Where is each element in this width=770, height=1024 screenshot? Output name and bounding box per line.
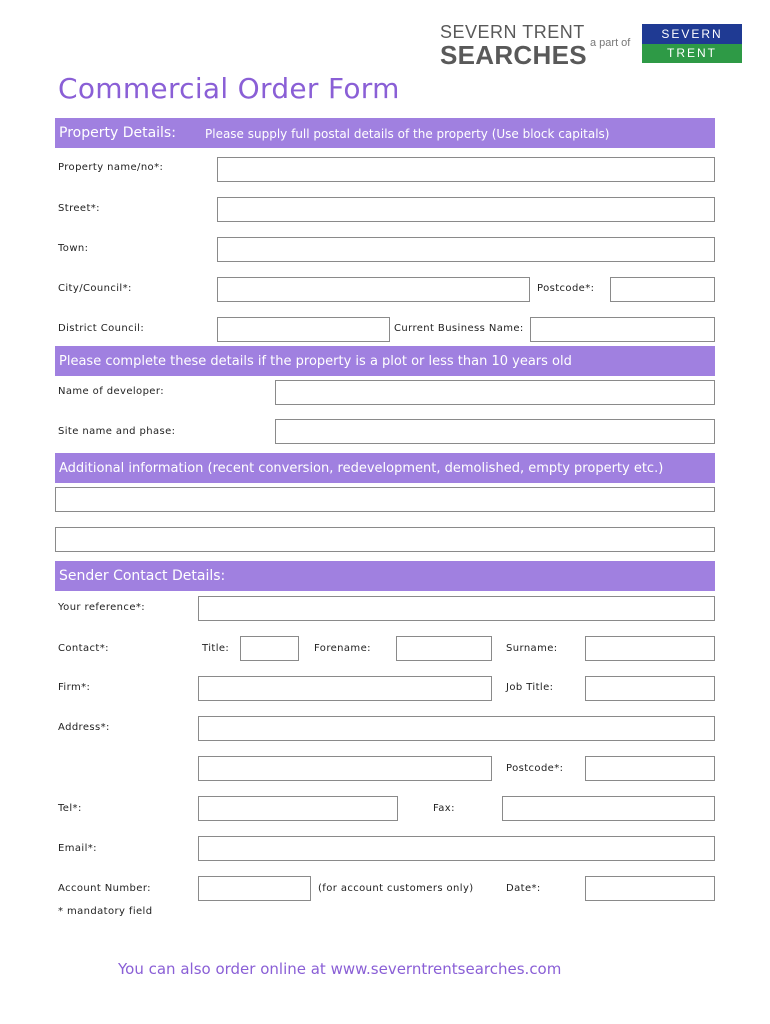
property-postcode-label: Postcode*:: [537, 283, 595, 294]
surname-label: Surname:: [506, 643, 558, 654]
a-part-of-text: a part of: [590, 37, 631, 49]
mandatory-note: * mandatory field: [58, 906, 153, 917]
sender-postcode-label: Postcode*:: [506, 763, 564, 774]
site-name-label: Site name and phase:: [58, 426, 176, 437]
fax-label: Fax:: [433, 803, 455, 814]
property-name-field[interactable]: [217, 157, 715, 182]
address-label: Address*:: [58, 722, 110, 733]
email-label: Email*:: [58, 843, 97, 854]
address-field-1[interactable]: [198, 716, 715, 741]
reference-field[interactable]: [198, 596, 715, 621]
title-field[interactable]: [240, 636, 299, 661]
business-name-label: Current Business Name:: [394, 323, 524, 334]
sender-details-band: [55, 561, 715, 591]
job-title-label: Job Title:: [506, 682, 554, 693]
surname-field[interactable]: [585, 636, 715, 661]
property-postcode-field[interactable]: [610, 277, 715, 302]
tel-label: Tel*:: [58, 803, 82, 814]
site-name-field[interactable]: [275, 419, 715, 444]
account-number-field[interactable]: [198, 876, 311, 901]
firm-field[interactable]: [198, 676, 492, 701]
brand-name-line1: SEVERN TRENT: [440, 22, 585, 42]
email-field[interactable]: [198, 836, 715, 861]
additional-info-field-1[interactable]: [55, 487, 715, 512]
additional-info-heading: Additional information (recent conversion, redevelopment, demolished, empty property etc.): [59, 461, 664, 476]
fax-field[interactable]: [502, 796, 715, 821]
developer-label: Name of developer:: [58, 386, 164, 397]
brand-name-line2: SEARCHES: [440, 40, 587, 70]
developer-field[interactable]: [275, 380, 715, 405]
date-field[interactable]: [585, 876, 715, 901]
contact-label: Contact*:: [58, 643, 109, 654]
date-label: Date*:: [506, 883, 541, 894]
sender-postcode-field[interactable]: [585, 756, 715, 781]
town-field[interactable]: [217, 237, 715, 262]
street-label: Street*:: [58, 203, 100, 214]
parent-logo-top: SEVERN: [642, 24, 742, 44]
business-name-field[interactable]: [530, 317, 715, 342]
plot-details-heading: Please complete these details if the property is a plot or less than 10 years old: [59, 354, 572, 369]
town-label: Town:: [58, 243, 89, 254]
plot-details-band: [55, 346, 715, 376]
online-order-link[interactable]: You can also order online at www.severntrentsearches.com: [118, 960, 562, 978]
city-label: City/Council*:: [58, 283, 132, 294]
firm-label: Firm*:: [58, 682, 91, 693]
district-council-field[interactable]: [217, 317, 390, 342]
property-details-subheading: Please supply full postal details of the property (Use block capitals): [205, 127, 610, 141]
forename-label: Forename:: [314, 643, 371, 654]
account-number-label: Account Number:: [58, 883, 151, 894]
page-title: Commercial Order Form: [58, 72, 400, 105]
sender-details-heading: Sender Contact Details:: [59, 568, 226, 584]
account-note: (for account customers only): [318, 883, 474, 894]
forename-field[interactable]: [396, 636, 492, 661]
title-label: Title:: [202, 643, 230, 654]
tel-field[interactable]: [198, 796, 398, 821]
property-name-label: Property name/no*:: [58, 162, 164, 173]
city-field[interactable]: [217, 277, 530, 302]
address-field-2[interactable]: [198, 756, 492, 781]
job-title-field[interactable]: [585, 676, 715, 701]
street-field[interactable]: [217, 197, 715, 222]
parent-logo-bottom: TRENT: [642, 44, 742, 63]
reference-label: Your reference*:: [58, 602, 146, 613]
property-details-heading: Property Details:: [59, 125, 176, 141]
property-details-band: [55, 118, 715, 148]
additional-info-band: [55, 453, 715, 483]
additional-info-field-2[interactable]: [55, 527, 715, 552]
district-council-label: District Council:: [58, 323, 145, 334]
